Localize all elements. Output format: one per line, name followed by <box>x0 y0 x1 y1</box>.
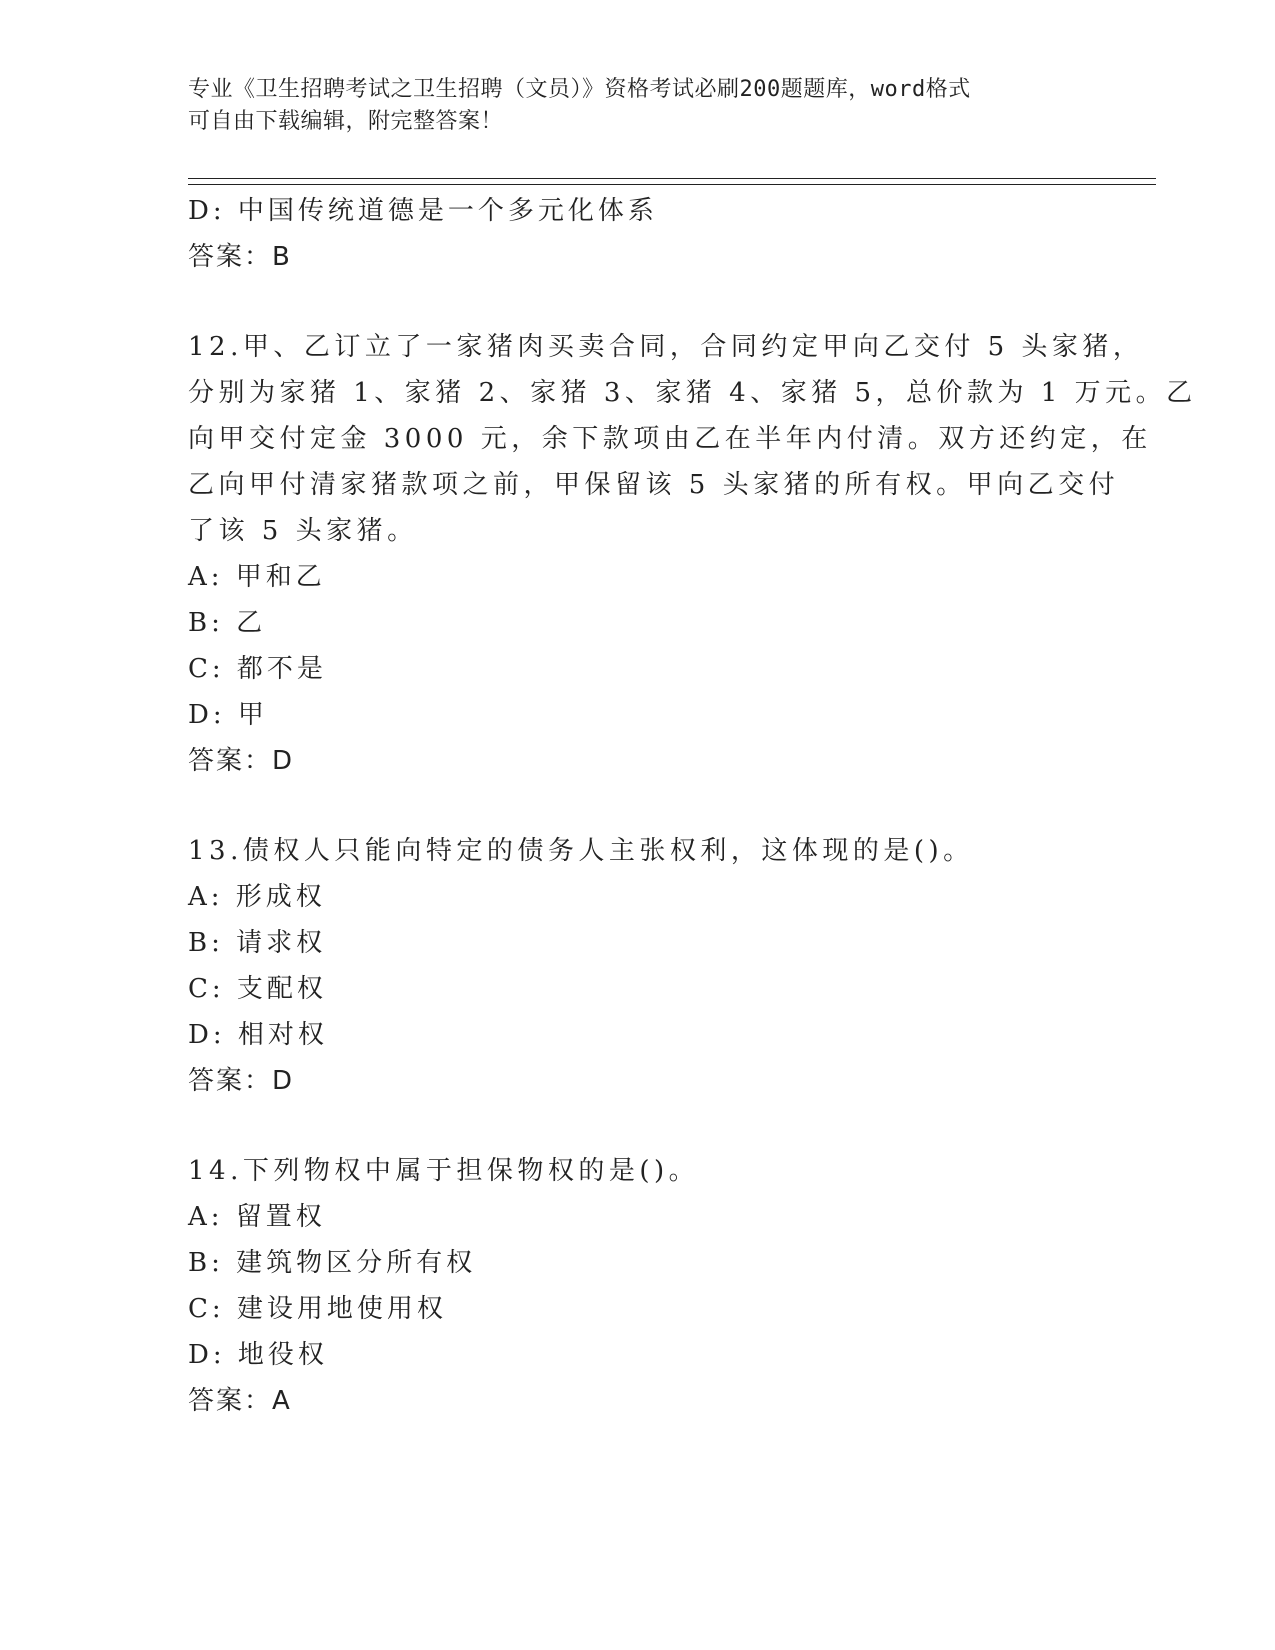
option-c: C: 建设用地使用权 <box>188 1294 447 1324</box>
header-title-line-1: 专业《卫生招聘考试之卫生招聘（文员）》资格考试必刷200题题库，word格式 <box>188 77 971 102</box>
question-text-line: 乙向甲付清家猪款项之前，甲保留该 5 头家猪的所有权。甲向乙交付 <box>188 470 1120 500</box>
document-header <box>188 74 1068 138</box>
question-14 <box>188 1148 1088 1424</box>
option-b: B: 请求权 <box>188 928 327 958</box>
answer-line: 答案：D <box>188 1066 295 1096</box>
header-title-line-2: 可自由下载编辑，附完整答案！ <box>188 109 504 134</box>
answer-line: 答案：B <box>188 242 292 272</box>
question-13 <box>188 828 1088 1104</box>
option-c: C: 支配权 <box>188 974 327 1004</box>
option-d: D: 中国传统道德是一个多元化体系 <box>188 196 658 226</box>
question-text-line: 12.甲、乙订立了一家猪肉买卖合同，合同约定甲向乙交付 5 头家猪， <box>188 332 1144 362</box>
answer-line: 答案：D <box>188 746 295 776</box>
question-text <box>188 828 1088 874</box>
option-d: D: 甲 <box>188 700 268 730</box>
question-12 <box>188 324 1197 784</box>
answer-line: 答案：A <box>188 1386 292 1416</box>
option-d: D: 相对权 <box>188 1020 328 1050</box>
question-text-line: 了该 5 头家猪。 <box>188 516 418 546</box>
option-b: B: 建筑物区分所有权 <box>188 1248 477 1278</box>
option-d: D: 地役权 <box>188 1340 328 1370</box>
question-text-line: 分别为家猪 1、家猪 2、家猪 3、家猪 4、家猪 5，总价款为 1 万元。乙 <box>188 378 1197 408</box>
previous-question-tail <box>188 188 1088 280</box>
question-text-line: 13.债权人只能向特定的债务人主张权利，这体现的是()。 <box>188 836 974 866</box>
question-text-line: 14.下列物权中属于担保物权的是()。 <box>188 1156 700 1186</box>
header-rule-top <box>188 178 1156 179</box>
question-text <box>188 324 1197 554</box>
option-a: A: 留置权 <box>188 1202 326 1232</box>
option-b: B: 乙 <box>188 608 267 638</box>
question-body <box>188 188 1197 1424</box>
option-a: A: 甲和乙 <box>188 562 326 592</box>
option-a: A: 形成权 <box>188 882 326 912</box>
header-rule-bottom <box>188 184 1156 185</box>
question-text <box>188 1148 1088 1194</box>
question-text-line: 向甲交付定金 3000 元，余下款项由乙在半年内付清。双方还约定，在 <box>188 424 1152 454</box>
option-c: C: 都不是 <box>188 654 327 684</box>
